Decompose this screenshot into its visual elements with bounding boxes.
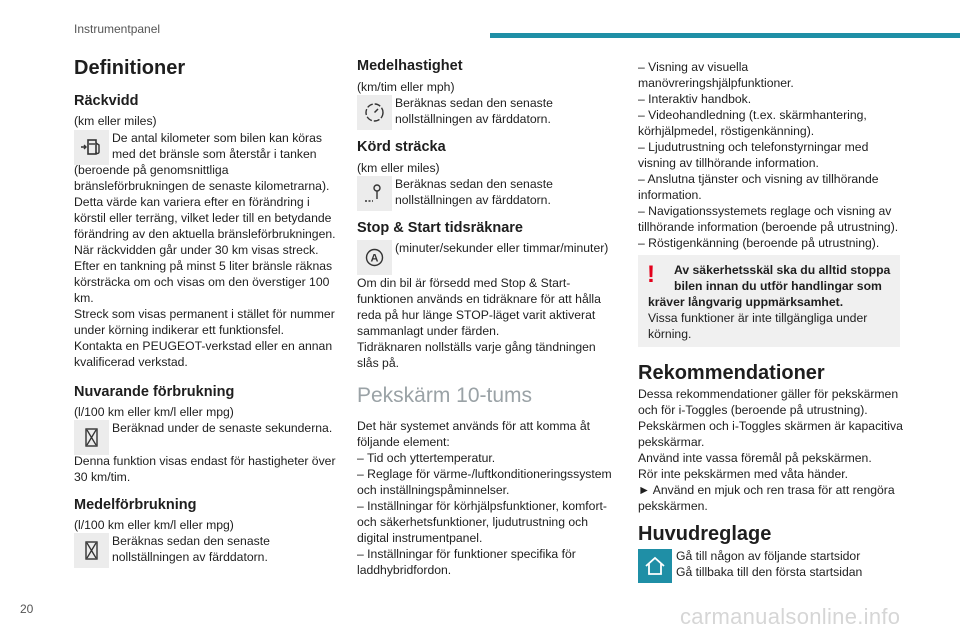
warning-text: körning. [648,327,692,341]
icon-text: Gå tillbaka till den första startsidan [676,565,863,579]
list-item: information. [638,188,702,202]
body-line: Rör inte pekskärmen med våta händer. [638,467,849,481]
icon-text: Gå till någon av följande startsidor [676,549,861,563]
unit-text: (km/tim eller mph) [357,80,455,94]
body-line: Streck som visas permanent i stället för nummer [74,307,335,321]
body-line: 30 km/tim. [74,470,131,484]
list-item: – Interaktiv handbok. [638,92,752,106]
body-line: och säkerhetsfunktioner, ljudutrustning och [357,515,589,529]
body-line: reda på hur länge STOP-läget varit aktiverat [357,308,596,322]
body-line: Det här systemet används för att komma åt [357,419,591,433]
icon-text: Beräknas sedan den senaste [395,177,553,191]
body-line: – Inställningar för funktioner specifika för [357,547,576,561]
body-line: digital instrumentpanel. [357,531,483,545]
list-item: – Anslutna tjänster och visning av tillhörande [638,172,879,186]
icon-text: De antal kilometer som bilen kan köras [112,131,322,145]
heading-medelhastighet: Medelhastighet [357,58,463,74]
body-line: Efter en tankning på minst 5 liter bränsle räknas [74,259,333,273]
body-line: (beroende på genomsnittliga [74,163,229,177]
body-line: Om din bil är försedd med Stop & Start- [357,276,571,290]
body-line: och för i-Toggles (beroende på utrustning). [638,403,868,417]
page-number: 20 [20,602,34,616]
body-line: körsträcka om och visas om den överstiger 100 [74,275,330,289]
icon-text: (minuter/sekunder eller timmar/minuter) [395,241,609,255]
body-line: funktionen används en tidräknare för att hålla [357,292,601,306]
fuel-pump-icon [74,130,109,165]
heading-rekommendationer: Rekommendationer [638,362,825,384]
body-line: slås på. [357,356,400,370]
body-line: sammanlagt under färden. [357,324,500,338]
distance-pin-icon [357,176,392,211]
running-header: Instrumentpanel [74,22,161,36]
list-item: tillhörande information (beroende på utrustning). [638,220,899,234]
body-line: och inställningspåminnelser. [357,483,510,497]
list-item: – Ljudutrustning och telefonstyrningar med [638,140,869,154]
warning-text: Vissa funktioner är inte tillgängliga under [648,311,868,325]
icon-text: Beräknas sedan den senaste [395,96,553,110]
heading-huvudreglage: Huvudreglage [638,523,772,545]
heading-nuvarande-forbrukning: Nuvarande förbrukning [74,384,235,400]
body-line: Tidräknaren nollställs varje gång tändningen [357,340,596,354]
speedometer-icon [357,95,392,130]
body-line: Kontakta en PEUGEOT-verkstad eller en annan [74,339,333,353]
list-item: – Visning av visuella [638,60,749,74]
body-line: ► Använd en mjuk och ren trasa för att rengöra [638,483,895,497]
icon-text: nollställningen av färddatorn. [395,112,551,126]
heading-pekskarm: Pekskärm 10-tums [357,384,533,407]
icon-text: nollställningen av färddatorn. [112,550,268,564]
safety-warning-box [638,255,900,347]
warning-text: bilen innan du utför handlingar som [674,279,882,293]
body-line: När räckvidden går under 30 km visas streck. [74,243,319,257]
list-item: manövreringshjälpfunktioner. [638,76,794,90]
body-line: Denna funktion visas endast för hastigheter över [74,454,336,468]
consumption-icon [74,420,109,455]
list-item: – Videohandledning (t.ex. skärmhantering, [638,108,867,122]
heading-kord-stracka: Körd sträcka [357,139,446,155]
warning-text: Av säkerhetsskäl ska du alltid stoppa [674,263,891,277]
home-icon [638,549,672,583]
heading-rackvidd: Räckvidd [74,93,139,109]
list-item: – Röstigenkänning (beroende på utrustning). [638,236,880,250]
unit-text: (l/100 km eller km/l eller mpg) [74,518,234,532]
body-line: pekskärmen. [638,499,708,513]
body-line: Detta värde kan variera efter en förändring i [74,195,310,209]
body-line: kvalificerad verkstad. [74,355,188,369]
list-item: körhjälpmedel, röstigenkänning). [638,124,815,138]
body-line: förändring av den aktuella bränsleförbrukningen. [74,227,336,241]
icon-text: Beräknad under de senaste sekunderna. [112,421,333,435]
body-line: Pekskärmen och i-Toggles skärmen är kapacitiva [638,419,903,433]
list-item: – Navigationssystemets reglage och visning av [638,204,892,218]
body-line: följande element: [357,435,450,449]
body-line: Dessa rekommendationer gäller för pekskärmen [638,387,899,401]
body-line: laddhybridfordon. [357,563,452,577]
watermark: carmanualsonline.info [680,604,901,629]
section-title-definitioner: Definitioner [74,57,186,79]
body-line: körstil eller terräng, vilket leder till en betydande [74,211,332,225]
warning-exclamation-icon: ! [647,261,655,288]
body-line: km. [74,291,94,305]
svg-text:A: A [370,252,379,265]
icon-text: med det bränsle som återstår i tanken [112,147,317,161]
unit-text: (km eller miles) [74,114,157,128]
body-line: – Inställningar för körhjälpsfunktioner, komfort- [357,499,607,513]
heading-stop-start: Stop & Start tidsräknare [357,220,523,236]
unit-text: (km eller miles) [357,161,440,175]
unit-text: (l/100 km eller km/l eller mpg) [74,405,234,419]
body-line: – Reglage för värme-/luftkonditioneringssystem [357,467,612,481]
body-line: – Tid och yttertemperatur. [357,451,496,465]
icon-text: Beräknas sedan den senaste [112,534,270,548]
header-accent-bar [490,33,960,38]
stop-start-icon [357,240,392,275]
heading-medelforbrukning: Medelförbrukning [74,497,197,513]
average-consumption-icon [74,533,109,568]
warning-text: kräver långvarig uppmärksamhet. [648,295,844,309]
list-item: visning av tillhörande information. [638,156,819,170]
icon-text: nollställningen av färddatorn. [395,193,551,207]
body-line: Använd inte vassa föremål på pekskärmen. [638,451,872,465]
body-line: pekskärmar. [638,435,705,449]
body-line: under körning indikerar ett funktionsfel. [74,323,285,337]
body-line: bränsleförbrukningen de senaste kilometrarna). [74,179,330,193]
